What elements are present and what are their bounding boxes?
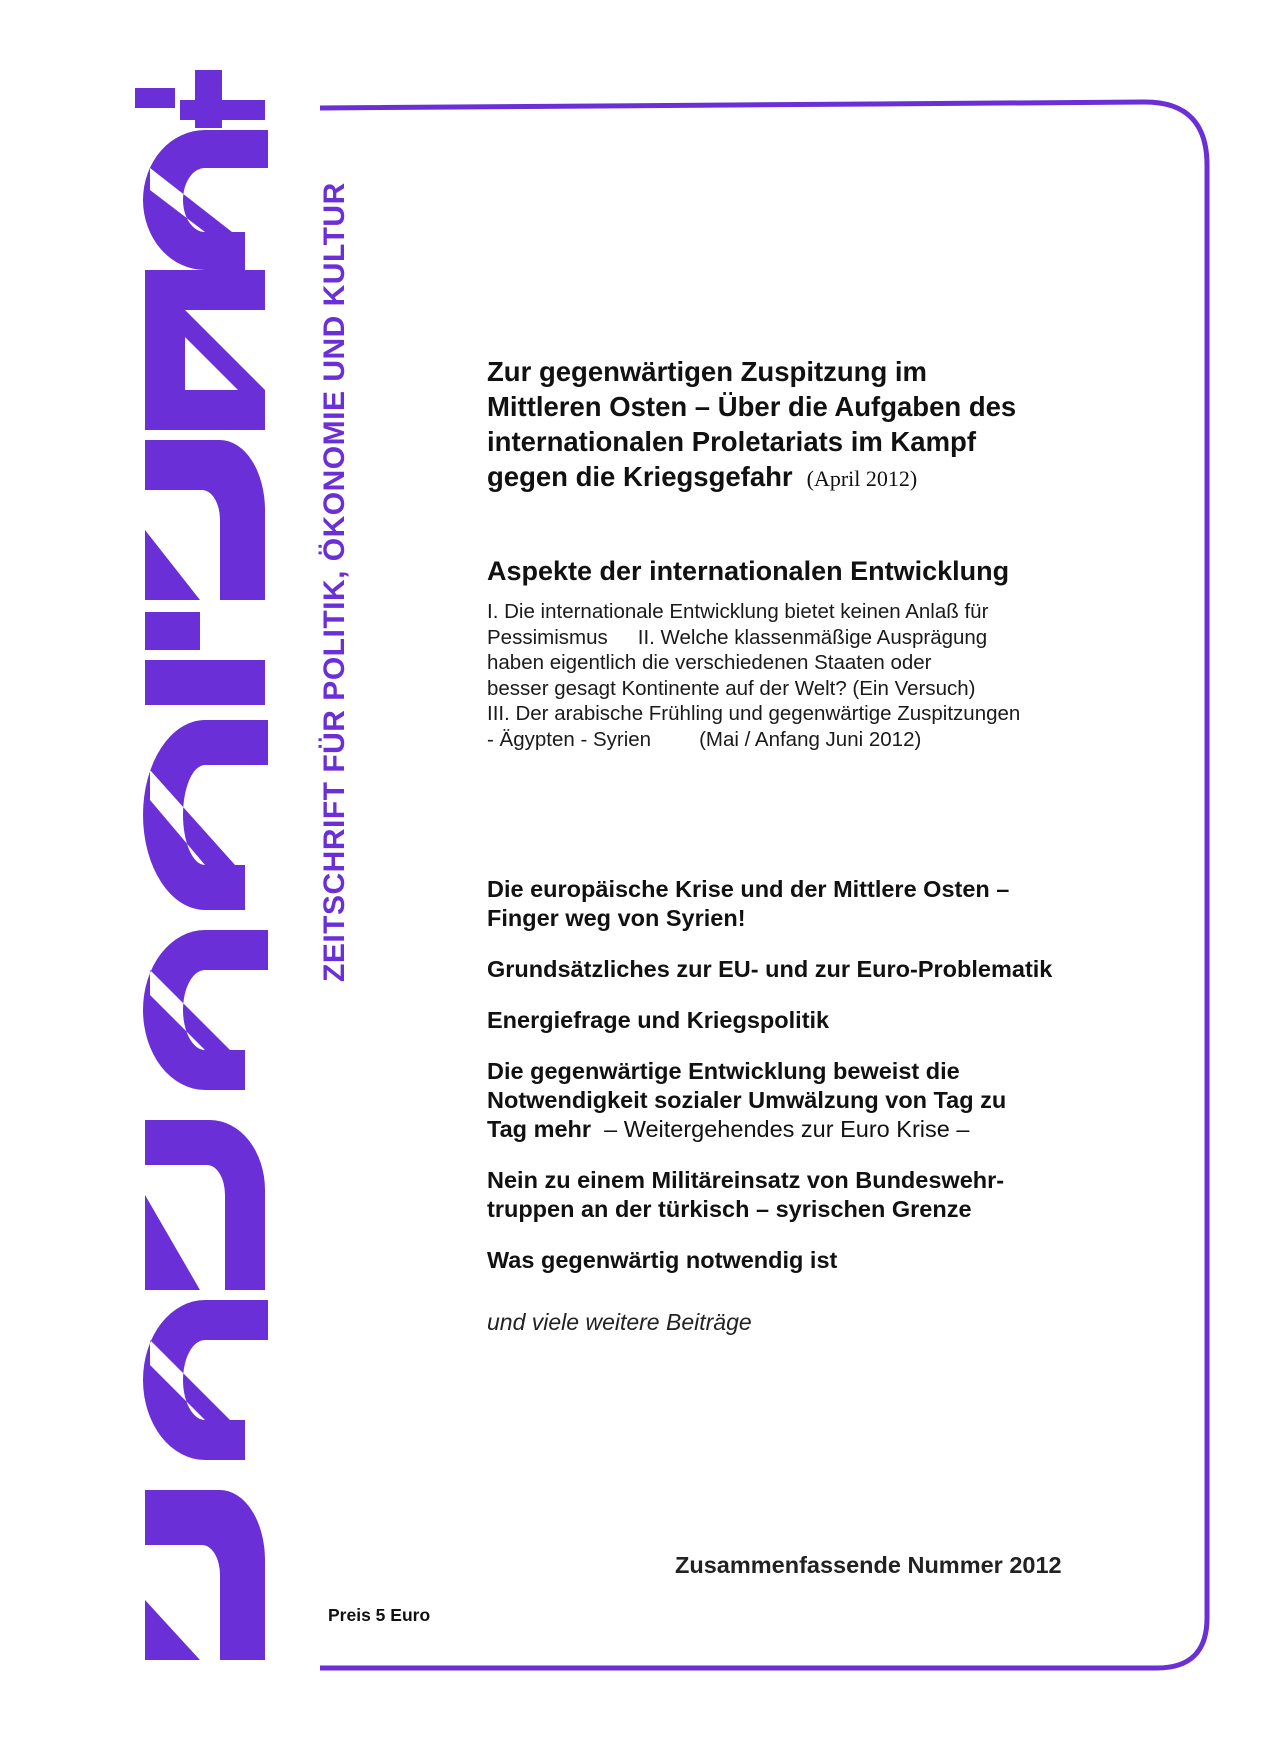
section-line: III. Der arabische Frühling und gegenwärtige Zuspitzungen xyxy=(487,702,1021,725)
article-suffix: – Weitergehendes zur Euro Krise – xyxy=(604,1116,970,1142)
price-label: Preis 5 Euro xyxy=(328,1605,431,1625)
headline-line: Mittleren Osten – Über die Aufgaben des xyxy=(487,391,1017,422)
section-date: (Mai / Anfang Juni 2012) xyxy=(699,727,922,751)
section-line: haben eigentlich die verschiedenen Staaten oder xyxy=(487,651,932,674)
masthead-subtitle: ZEITSCHRIFT FÜR POLITIK, ÖKONOMIE UND KULTUR xyxy=(318,182,351,982)
articles-list xyxy=(487,875,1117,1359)
section-line-last xyxy=(487,727,1117,753)
article-title: Die europäische Krise und der Mittlere Osten – Finger weg von Syrien! xyxy=(487,876,1010,931)
article-title: Energiefrage und Kriegspolitik xyxy=(487,1007,830,1033)
headline-line: gegen die Kriegsgefahr xyxy=(487,461,793,492)
headline-line-last xyxy=(487,459,1117,496)
section-line: besser gesagt Kontinente auf der Welt? (Ein Versuch) xyxy=(487,676,976,700)
section-block xyxy=(487,556,1117,752)
section-line: Pessimismus xyxy=(487,625,608,649)
section-line: I. Die internationale Entwicklung bietet keinen Anlaß für xyxy=(487,600,989,623)
issue-label: Zusammenfassende Nummer 2012 xyxy=(675,1552,1062,1578)
headline-date: (April 2012) xyxy=(806,466,918,491)
section-body xyxy=(487,599,1117,752)
more-articles-note: und viele weitere Beiträge xyxy=(487,1309,752,1335)
section-title: Aspekte der internationalen Entwicklung xyxy=(487,556,1010,586)
headline-line: Zur gegenwärtigen Zuspitzung im xyxy=(487,356,927,387)
headline-line: internationalen Proletariats im Kampf xyxy=(487,426,976,457)
section-line: - Ägypten - Syrien xyxy=(487,727,652,751)
section-line-2 xyxy=(487,625,1117,651)
article-title: Grundsätzliches zur EU- und zur Euro-Problematik xyxy=(487,956,1053,982)
article-title: Nein zu einem Militäreinsatz von Bundeswehr- truppen an der türkisch – syrischen Grenze xyxy=(487,1167,1005,1222)
article-title: Die gegenwärtige Entwicklung beweist die Notwendigkeit sozialer Umwälzung von Tag zu Tag mehr – Weitergehendes zur Euro Krise – xyxy=(487,1058,1007,1142)
article-title: Was gegenwärtig notwendig ist xyxy=(487,1247,838,1273)
headline-block xyxy=(487,354,1117,496)
section-line: II. Welche klassenmäßige Ausprägung xyxy=(637,625,988,649)
